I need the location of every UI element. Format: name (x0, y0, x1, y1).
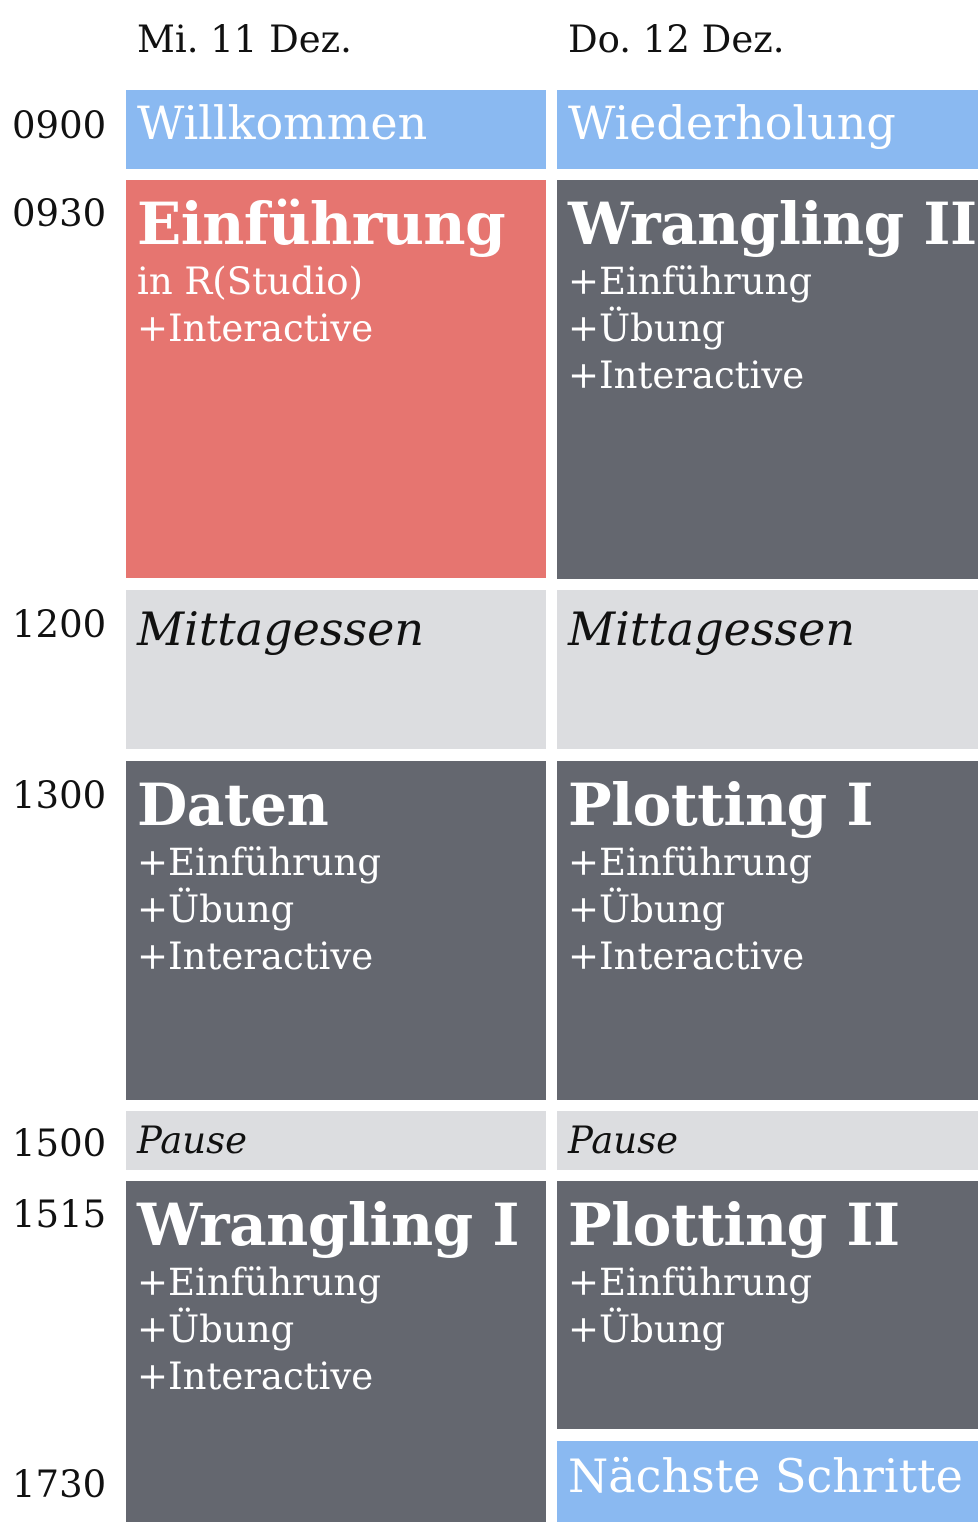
session-wrangling-1-line: +Übung (137, 1308, 295, 1351)
session-wrangling-2-title: Wrangling II (568, 190, 977, 258)
session-plotting-2[interactable] (557, 1181, 978, 1429)
session-daten-title: Daten (137, 771, 329, 839)
lunch-break-wednesday[interactable] (126, 590, 546, 749)
session-wrangling-1-line: +Interactive (137, 1355, 374, 1398)
pause-thursday[interactable] (557, 1111, 978, 1170)
session-next-steps-title: Nächste Schritte (568, 1449, 963, 1503)
session-plotting-2-title: Plotting II (568, 1191, 900, 1259)
time-label-1730: 1730 (12, 1463, 107, 1506)
session-plotting-1[interactable] (557, 761, 978, 1100)
session-wrangling-2-line: +Einführung (568, 260, 813, 303)
session-daten-line: +Einführung (137, 841, 382, 884)
session-plotting-1-title: Plotting I (568, 771, 873, 839)
session-review[interactable] (557, 90, 978, 169)
session-plotting-1-line: +Einführung (568, 841, 813, 884)
session-next-steps[interactable] (557, 1441, 978, 1522)
session-daten-line: +Interactive (137, 935, 374, 978)
session-welcome[interactable] (126, 90, 546, 169)
day-header-thursday: Do. 12 Dez. (568, 18, 785, 61)
pause-wednesday[interactable] (126, 1111, 546, 1170)
time-label-1200: 1200 (12, 603, 107, 646)
session-wrangling-2-line: +Übung (568, 307, 726, 350)
session-wrangling-1-line: +Einführung (137, 1261, 382, 1304)
time-label-1500: 1500 (12, 1122, 107, 1165)
lunch-break-thursday[interactable] (557, 590, 978, 749)
session-wrangling-2-line: +Interactive (568, 354, 805, 397)
time-label-0900: 0900 (12, 104, 107, 147)
session-daten-line: +Übung (137, 888, 295, 931)
lunch-break-thursday-title: Mittagessen (568, 602, 855, 656)
session-wrangling-2[interactable] (557, 180, 978, 579)
pause-thursday-title: Pause (568, 1119, 679, 1162)
session-introduction-title: Einführung (137, 190, 506, 258)
session-welcome-title: Willkommen (137, 96, 428, 150)
day-header-wednesday: Mi. 11 Dez. (137, 18, 352, 61)
session-wrangling-1-title: Wrangling I (137, 1191, 520, 1259)
session-plotting-2-line: +Übung (568, 1308, 726, 1351)
session-plotting-2-line: +Einführung (568, 1261, 813, 1304)
session-daten[interactable] (126, 761, 546, 1100)
lunch-break-wednesday-title: Mittagessen (137, 602, 424, 656)
session-wrangling-1[interactable] (126, 1181, 546, 1522)
time-label-1300: 1300 (12, 774, 107, 817)
session-introduction-line: +Interactive (137, 307, 374, 350)
session-plotting-1-line: +Übung (568, 888, 726, 931)
session-review-title: Wiederholung (568, 96, 896, 150)
session-introduction[interactable] (126, 180, 546, 578)
time-label-1515: 1515 (12, 1193, 107, 1236)
session-introduction-line: in R(Studio) (137, 260, 363, 303)
time-label-0930: 0930 (12, 192, 107, 235)
session-plotting-1-line: +Interactive (568, 935, 805, 978)
pause-wednesday-title: Pause (137, 1119, 248, 1162)
